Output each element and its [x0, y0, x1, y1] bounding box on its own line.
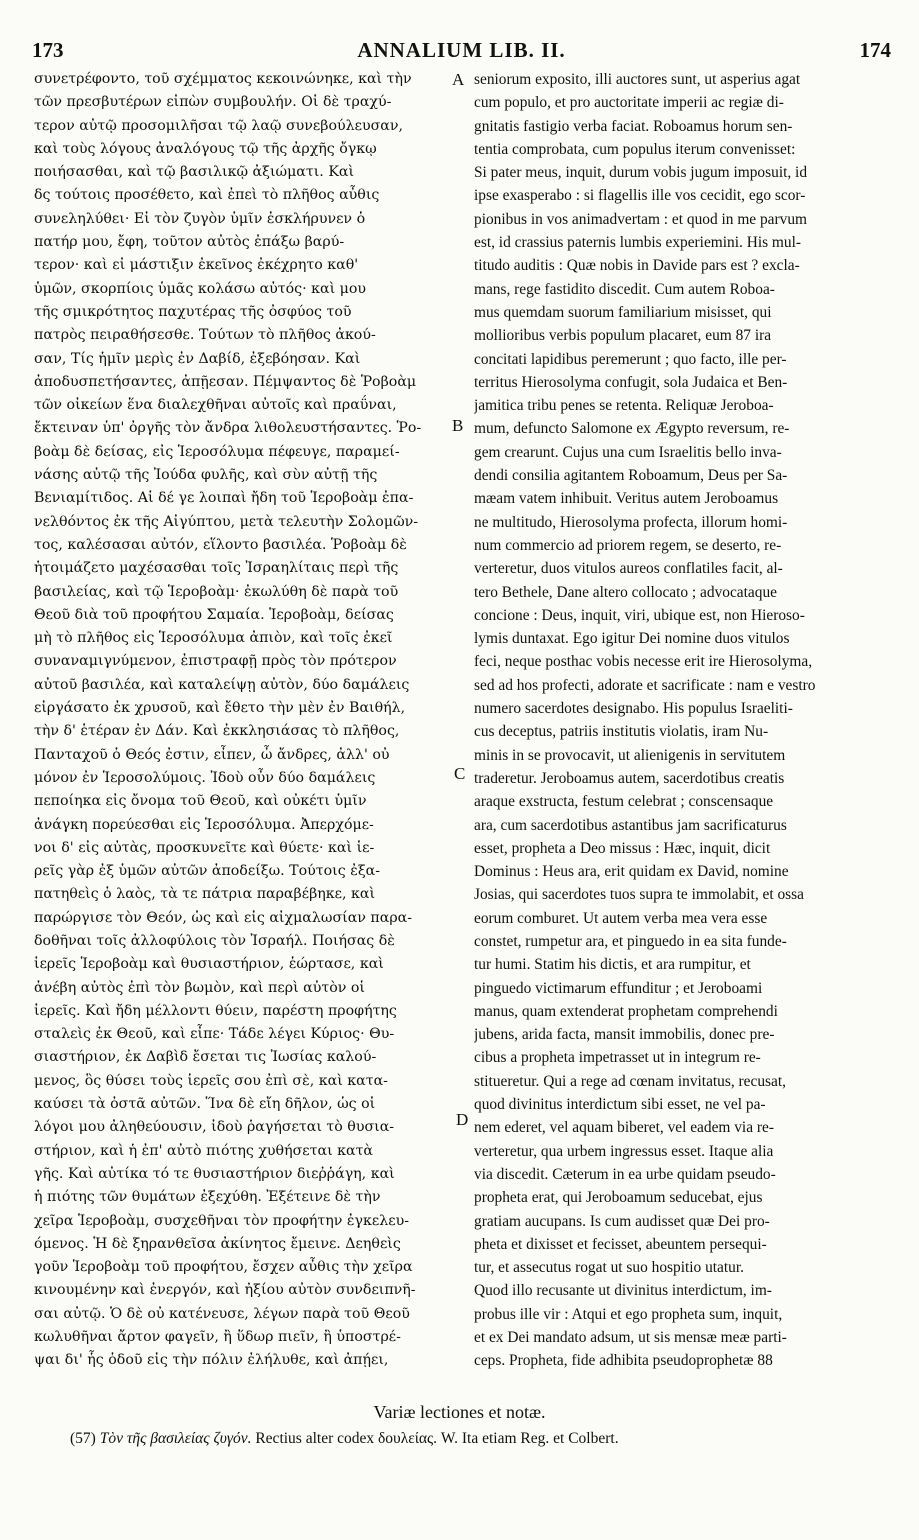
latin-text-line: jubens, arida facta, mansit immobilis, donec pre-: [474, 1026, 775, 1044]
greek-text-line: μόνον ἐν Ἱεροσολύμοις. Ἰδοὺ οὖν δύο δαμάλεις: [34, 769, 376, 786]
note-greek: Τὸν τῆς βασιλείας ζυγόν.: [99, 1430, 252, 1447]
greek-text-line: πεποίηκα εἰς ὄνομα τοῦ Θεοῦ, καὶ οὐκέτι ὑμῖν: [34, 793, 367, 810]
latin-text-line: concione : Deus, inquit, viri, ubique est, non Hieroso-: [474, 606, 805, 624]
latin-text-line: cum populo, et pro auctoritate imperii ac regiæ di-: [474, 94, 784, 112]
greek-text-line: σαι αὐτῷ. Ὁ δὲ οὐ κατένευσε, λέγων παρὰ τοῦ Θεοῦ: [34, 1305, 410, 1322]
latin-text-line: araque exstructa, festum celebrat ; conscensaque: [474, 793, 774, 811]
greek-text-line: εἰργάσατο ἐκ χρυσοῦ, καὶ ἔθετο τὴν μὲν ἐν Βαιθήλ,: [34, 700, 406, 717]
latin-text-line: stitueretur. Qui a rege ad cœnam invitatus, recusat,: [474, 1072, 786, 1090]
greek-text-line: ἀνέβη αὐτὸς ἐπὶ τὸν βωμὸν, καὶ περὶ αὐτὸν οἱ: [34, 979, 365, 996]
greek-text-line: γοῦν Ἱεροβοὰμ τοῦ προφήτου, ἔσχεν αὖθις τὴν χεῖρα: [34, 1259, 413, 1276]
greek-text-line: βασιλείας, καὶ τῷ Ἱεροβοὰμ· ἐκωλύθη δὲ παρὰ τοῦ: [34, 583, 399, 600]
greek-column: [34, 68, 449, 1373]
latin-text-line: titudo auditis : Quæ nobis in Davide pars est ? excla-: [474, 257, 800, 275]
greek-text-line: χεῖρα Ἱεροβοὰμ, συσχεθῆναι τὸν προφήτην ἐγκελευ-: [34, 1212, 409, 1229]
latin-text-line: Quod illo recusante ut divinitus interdictum, im-: [474, 1282, 772, 1300]
latin-text-line: dendi consilia agitantem Roboamum, Deus per Sa-: [474, 467, 788, 485]
page-header: [32, 38, 891, 64]
section-marker-c: C: [454, 764, 466, 783]
running-title: ANNALIUM LIB. II.: [357, 38, 566, 62]
greek-text-line: συναναμιγνύμενον, ἐπιστραφῇ πρὸς τὸν πρότερον: [34, 653, 397, 670]
latin-text-line: et ex Dei mandato adsum, ut sis mensæ meæ parti-: [474, 1329, 787, 1347]
section-marker-d: D: [456, 1110, 469, 1129]
greek-text-line: μὴ τὸ πλῆθος εἰς Ἱεροσόλυμα ἀπιὸν, καὶ τοῖς ἐκεῖ: [34, 630, 393, 647]
greek-text-line: βοὰμ δὲ δείσας, εἰς Ἱεροσόλυμα πέφευγε, παραμεί-: [34, 443, 400, 460]
greek-text-line: καὶ τοὺς λόγους ἀναλόγους τῷ τῆς ἀρχῆς ὄγκῳ: [34, 140, 377, 157]
latin-text-line: constet, rumpetur ara, et pinguedo in ea sita funde-: [474, 932, 787, 950]
greek-text-line: ἔκτειναν ὑπ' ὀργῆς τὸν ἄνδρα λιθολευστήσαντες. Ῥο-: [34, 420, 422, 437]
greek-text-line: τὴν δ' ἑτέραν ἐν Δάν. Καὶ ἐκκλησιάσας τὸ πλῆθος,: [34, 723, 400, 740]
latin-text-line: gem crearunt. Cujus una cum Israelitis bello inva-: [474, 443, 782, 461]
latin-text-line: verteretur, duos vitulos aureos conflatiles facit, al-: [474, 560, 783, 578]
greek-text-line: τερον· καὶ εἰ μάστιξιν ἐκεῖνος ἐκέχρητο καθ': [34, 257, 359, 274]
latin-text-line: nem ederet, vel aquam biberet, vel eadem via re-: [474, 1119, 774, 1137]
greek-text-line: σταλεὶς ἐκ Θεοῦ, καὶ εἶπε· Τάδε λέγει Κύριος· Θυ-: [34, 1026, 395, 1043]
greek-text-line: καύσει τὰ ὀστᾶ αὐτῶν. Ἵνα δὲ εἴη δῆλον, ὡς οἱ: [34, 1096, 376, 1113]
greek-text-line: Θεοῦ διὰ τοῦ προφήτου Σαμαία. Ἱεροβοὰμ, δείσας: [34, 606, 394, 623]
latin-text-line: Si pater meus, inquit, durum vobis jugum imposuit, id: [474, 164, 808, 182]
note-number: (57): [70, 1430, 96, 1447]
latin-text-line: mæam vatem inhibuit. Veritus autem Jeroboamus: [474, 490, 779, 508]
latin-text-line: pionibus in vos animadvertam : et quod in me parvum: [474, 210, 807, 228]
greek-text-line: όμενος. Ἡ δὲ ξηρανθεῖσα ἀκίνητος ἔμεινε. Δεηθεὶς: [34, 1235, 401, 1252]
greek-text-line: νελθόντος ἐκ τῆς Αἰγύπτου, μετὰ τελευτὴν Σολομῶν-: [34, 513, 419, 530]
latin-text-line: mus quemdam suorum familiarium misisset, qui: [474, 303, 772, 321]
greek-text-line: συνετρέφοντο, τοῦ σχέμματος κεκοινώνηκε, καὶ τὴν: [34, 71, 412, 87]
greek-text-line: δοθῆναι τοῖς ἀλλοφύλοις τὸν Ἰσραήλ. Ποιήσας δὲ: [34, 932, 395, 949]
latin-text-line: minis in se provocavit, ut alienigenis in servitutem: [474, 746, 786, 764]
latin-text-line: probus ille vir : Atqui et ego propheta sum, inquit,: [474, 1305, 783, 1323]
greek-text-line: πατήρ μου, ἔφη, τοῦτον αὐτὸς ἐπάξω βαρύ-: [34, 234, 345, 251]
latin-text-line: pinguedo victimarum effunditur ; et Jeroboami: [474, 979, 763, 997]
note-text: Rectius alter codex δουλείας. W. Ita etiam Reg. et Colbert.: [251, 1430, 619, 1447]
latin-text-line: feci, neque posthac vobis necesse erit ire Hierosolyma,: [474, 653, 813, 671]
latin-text-line: gratiam aucupans. Is cum audisset quæ Dei pro-: [474, 1212, 770, 1230]
greek-text-line: στήριον, καὶ ἡ ἐπ' αὐτὸ πιότης χυθήσεται κατὰ: [34, 1142, 374, 1159]
note-57: [70, 1430, 879, 1448]
greek-text-line: μενος, ὃς θύσει τοὺς ἱερεῖς σου ἐπὶ σὲ, καὶ κατα-: [34, 1072, 388, 1089]
latin-text-line: mum, defuncto Salomone ex Ægypto reversum, re-: [474, 420, 790, 438]
latin-text-line: quod divinitus interdictum sibi esset, ne vel pa-: [474, 1096, 766, 1114]
latin-text-line: ceps. Propheta, fide adhibita pseudoprophetæ 88: [474, 1352, 773, 1370]
latin-text-line: tentia comprobata, cum populus iterum convenisset:: [474, 140, 796, 158]
greek-text-line: πατηθεὶς ὁ λαὸς, τὰ τε πάτρια παραβέβηκε, καὶ: [34, 886, 376, 903]
page-number-right: 174: [859, 38, 891, 62]
greek-text-line: παρώργισε τὸν Θεόν, ὡς καὶ εἰς αἰχμαλωσίαν παρα-: [34, 909, 413, 926]
latin-text-line: jamitica tribu penes se retenta. Reliquæ Jeroboa-: [474, 397, 774, 415]
latin-text-line: tur, et assecutus rogat ut suo hospitio utatur.: [474, 1259, 744, 1277]
greek-text-line: λόγοι μου ἀληθεύουσιν, ἰδοὺ ῥαγήσεται τὸ θυσια-: [34, 1119, 395, 1136]
latin-text-line: verteretur, qua urbem ingressus esset. Itaque alia: [474, 1142, 774, 1160]
greek-text-line: τος, καλέσασαι αὐτόν, εἵλοντο βασιλέα. Ῥοβοὰμ δὲ: [34, 536, 407, 553]
greek-text-line: τῆς σμικρότητος παχυτέρας τῆς ὀσφύος τοῦ: [34, 303, 352, 320]
latin-text-line: esset, propheta a Deo missus : Hæc, inquit, dicit: [474, 839, 771, 857]
greek-text-line: νοι δ' εἰς αὐτὰς, προσκυνεῖτε καὶ θύετε· καὶ ἱε-: [34, 839, 375, 856]
section-marker-b: B: [452, 416, 464, 435]
greek-text-line: γῆς. Καὶ αὐτίκα τό τε θυσιαστήριον διεῤῥάγη, καὶ: [34, 1165, 395, 1182]
greek-text-line: ὑμῶν, σκορπίοις ὑμᾶς κολάσω αὐτός· καὶ μου: [34, 280, 367, 297]
greek-text-line: τερον αὐτῷ προσομιλῆσαι τῷ λαῷ συνεβούλευσαν,: [34, 117, 403, 134]
latin-text-line: cibus a propheta impetrasset ut in integrum re-: [474, 1049, 761, 1067]
greek-text-line: ἡ πιότης τῶν θυμάτων ἐξεχύθη. Ἐξέτεινε δὲ τὴν: [34, 1189, 381, 1206]
latin-text-line: concitati lapidibus peremerunt ; quo facto, ille per-: [474, 350, 787, 368]
greek-text-line: ἡτοιμάζετο μαχέσασθαι τοῖς Ἰσραηλίταις περὶ τῆς: [34, 560, 399, 577]
greek-text-line: κινουμένην καὶ ἐνεργόν, καὶ ἠξίου αὐτὸν συνδειπνῆ-: [34, 1282, 416, 1299]
section-marker-a: A: [452, 70, 465, 89]
latin-text-line: traderetur. Jeroboamus autem, sacerdotibus creatis: [474, 769, 785, 787]
latin-text-line: manus, quam extenderat prophetam comprehendi: [474, 1002, 778, 1020]
greek-text-line: σαν, Τίς ἡμῖν μερὶς ἐν Δαβίδ, ἐξεβόησαν. Καὶ: [34, 350, 361, 367]
greek-text-line: κωλυθῆναι ἄρτον φαγεῖν, ἢ ὕδωρ πιεῖν, ἢ ὑποστρέ-: [34, 1329, 401, 1346]
latin-text-line: tero Bethele, Dane altero collocato ; advocataque: [474, 583, 777, 601]
latin-text-line: seniorum exposito, illi auctores sunt, ut asperius agat: [474, 71, 801, 88]
latin-column: [474, 68, 884, 1373]
greek-text-line: δς τούτοις προσέθετο, καὶ ἐπεὶ τὸ πλῆθος αὖθις: [34, 187, 380, 204]
latin-text-line: est, id crassius paternis lumbis experiemini. His mul-: [474, 234, 801, 252]
latin-text-line: num commercio ad priorem regem, se deserto, re-: [474, 536, 782, 554]
latin-text-line: eorum comburet. Ut autem verba mea vera esse: [474, 909, 768, 927]
greek-text-line: πατρὸς πειραθήσεσθε. Τούτων τὸ πλῆθος ἀκού-: [34, 327, 376, 344]
latin-text-line: via discedit. Cæterum in ea urbe quidam pseudo-: [474, 1165, 776, 1183]
greek-text-line: ψαι δι' ἧς ὁδοῦ εἰς τὴν πόλιν ἐλήλυθε, καὶ ἀπῄει,: [34, 1352, 389, 1369]
latin-text-line: territus Hierosolyma confugit, sola Judaica et Ben-: [474, 373, 788, 391]
greek-text-line: ἱερεῖς Ἱεροβοὰμ καὶ θυσιαστήριον, ἑώρτασε, καὶ: [34, 956, 384, 973]
greek-text-line: Βενιαμίτιδος. Αἱ δέ γε λοιπαὶ ἤδη τοῦ Ἱεροβοὰμ ἐπα-: [34, 490, 414, 507]
greek-text-line: συνεληλύθει· Εἰ τὸν ζυγὸν ὑμῖν ἐσκλήρυνεν ὁ: [34, 210, 366, 227]
latin-text-line: Dominus : Heus ara, erit quidam ex David, nomine: [474, 863, 789, 881]
latin-text-line: ipse exasperabo : si flagellis ille vos cecidit, ego scor-: [474, 187, 806, 205]
latin-text-line: gnitatis fastigio verba faciat. Roboamus horum sen-: [474, 117, 793, 135]
latin-text-line: Josias, qui sacerdotes tuos supra te immolabit, et ossa: [474, 886, 804, 904]
greek-text-line: Πανταχοῦ ὁ Θεός ἐστιν, εἶπεν, ὦ ἄνδρες, ἀλλ' οὐ: [34, 746, 390, 763]
latin-text-line: sed ad hos profecti, adorate et sacrificate : nam e vestro: [474, 676, 816, 694]
notes-title: Variæ lectiones et notæ.: [373, 1402, 546, 1422]
latin-text-line: numero sacerdotes designabo. His populus Israeliti-: [474, 700, 793, 718]
greek-text-line: ἱερεῖς. Καὶ ἤδη μέλλοντι θύειν, παρέστη προφήτης: [34, 1002, 397, 1019]
greek-text-line: τῶν οἰκείων ἕνα διαλεχθῆναι αὐτοῖς καὶ πραΰναι,: [34, 397, 397, 414]
latin-text-line: ara, cum sacerdotibus astantibus jam sacrificaturus: [474, 816, 787, 834]
greek-text-line: νάσης αὐτῷ τῆς Ἰούδα φυλῆς, καὶ σὺν αὐτῇ τῆς: [34, 467, 378, 484]
greek-text-line: σιαστήριον, ἐκ Δαβὶδ ἔσεται τις Ἰωσίας καλού-: [34, 1049, 377, 1066]
latin-text-line: tur humi. Statim his dictis, et ara rumpitur, et: [474, 956, 751, 974]
latin-text-line: mollioribus verbis populum placaret, eum 87 ira: [474, 327, 772, 345]
latin-text-line: propheta erat, qui Jeroboamum seducebat, ejus: [474, 1189, 763, 1207]
greek-text-line: ἀνάγκη πορεύεσθαι εἰς Ἱεροσόλυμα. Ἀπερχόμε-: [34, 816, 374, 833]
latin-text-line: pheta et dixisset et fecisset, abeuntem persequi-: [474, 1235, 767, 1253]
greek-text-line: αὐτοῦ βασιλέα, καὶ καταλείψῃ αὐτὸν, δύο δαμάλεις: [34, 676, 410, 693]
greek-text-line: τῶν πρεσβυτέρων εἰπὼν συμβουλήν. Οἱ δὲ τραχύ-: [34, 94, 392, 111]
latin-text-line: mans, rege fastidito discedit. Cum autem Roboa-: [474, 280, 775, 298]
latin-text-line: ne multitudo, Hierosolyma profecta, illorum homi-: [474, 513, 788, 531]
greek-text-line: ρεῖς γὰρ ἐξ ὑμῶν αὐτῶν ἀποδείξω. Τούτοις ἐξα-: [34, 863, 381, 880]
greek-text-line: ἀποδυσπετήσαντες, ἀπῇεσαν. Πέμψαντος δὲ Ῥοβοὰμ: [34, 373, 417, 390]
latin-text-line: cus deceptus, patriis institutis violatis, iram Nu-: [474, 723, 769, 741]
latin-text-line: lymis duntaxat. Ego igitur Dei nomine duos vitulos: [474, 630, 790, 648]
page-number-left: 173: [32, 38, 64, 62]
greek-text-line: ποιήσασθαι, καὶ τῷ βασιλικῷ ἀξιώματι. Καὶ: [34, 164, 355, 181]
